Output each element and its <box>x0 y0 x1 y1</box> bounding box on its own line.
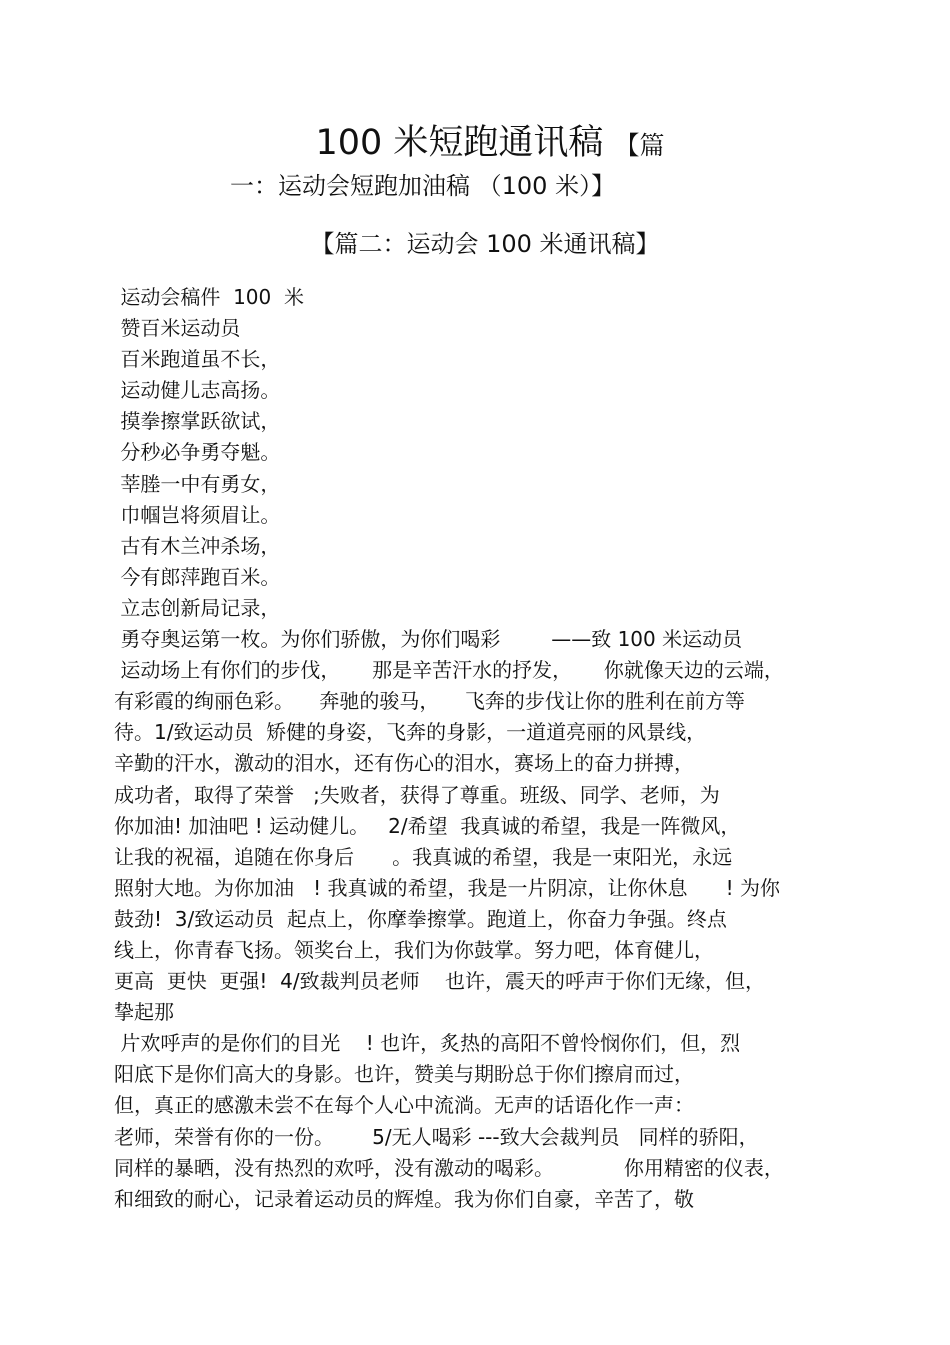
text-line: 运动会稿件 100 米 <box>114 285 304 309</box>
text-line: 百米跑道虽不长， <box>114 347 281 372</box>
text-line: 有彩霞的绚丽色彩。 奔驰的骏马， 飞奔的步伐让你的胜利在前方等 <box>114 689 745 714</box>
text-line: 阳底下是你们高大的身影。也许，赞美与期盼总于你们擦肩而过， <box>114 1062 694 1087</box>
text-line: 成功者，取得了荣誉 ;失败者，获得了尊重。班级、同学、老师，为 <box>114 782 720 807</box>
text-line: 待。1/致运动员 矫健的身姿，飞奔的身影，一道道亮丽的风景线， <box>114 720 707 745</box>
text-line: 运动场上有你们的步伐， 那是辛苦汗水的抒发， 你就像天边的云端， <box>114 658 784 683</box>
text-line: 摸拳擦掌跃欲试， <box>114 409 281 434</box>
text-line: 赞百米运动员 <box>114 316 241 341</box>
body-text <box>114 282 844 1215</box>
text-line: 更高 更快 更强! 4/致裁判员老师 也许，震天的呼声于你们无缘，但， <box>114 969 766 994</box>
text-line: 辛勤的汗水，激动的泪水，还有伤心的泪水，赛场上的奋力拼搏， <box>114 751 694 776</box>
document-title <box>0 118 950 171</box>
text-line: 古有木兰冲杀场， <box>114 533 281 558</box>
text-line: 挚起那 <box>114 1000 174 1025</box>
text-line: 让我的祝福，追随在你身后 。我真诚的希望，我是一束阳光，永远 <box>114 844 733 869</box>
text-line: 照射大地。为你加油 ! 我真诚的希望，我是一片阴凉，让你休息 ! 为你 <box>114 875 780 900</box>
title-main: 100 米短跑通讯稿 <box>315 123 604 163</box>
text-line: 你加油! 加油吧 ! 运动健儿。 2/希望 我真诚的希望，我是一阵微风， <box>114 813 741 838</box>
text-line: 勇夺奥运第一枚。为你们骄傲，为你们喝彩 ——致 100 米运动员 <box>114 627 743 652</box>
text-line: 今有郎萍跑百米。 <box>114 564 281 589</box>
text-line: 片欢呼声的是你们的目光 ! 也许，炙热的高阳不曾怜悯你们，但，烈 <box>114 1031 741 1056</box>
text-line: 鼓劲! 3/致运动员 起点上，你摩拳擦掌。跑道上，你奋力争强。终点 <box>114 906 727 931</box>
section-heading: 【篇二：运动会 100 米通讯稿】 <box>310 230 660 258</box>
text-line: 立志创新局记录， <box>114 595 281 620</box>
text-line: 同样的暴晒，没有热烈的欢呼，没有激动的喝彩。 你用精密的仪表， <box>114 1155 784 1180</box>
text-line: 线上，你青春飞扬。领奖台上，我们为你鼓掌。努力吧，体育健儿， <box>114 937 714 962</box>
title-tail: 【篇 <box>614 131 665 160</box>
text-line: 但，真正的感激未尝不在每个人心中流淌。无声的话语化作一声： <box>114 1093 694 1118</box>
text-line: 和细致的耐心，记录着运动员的辉煌。我为你们自豪，辛苦了，敬 <box>114 1186 694 1211</box>
text-line: 分秒必争勇夺魁。 <box>114 440 281 465</box>
text-line: 巾帼岂将须眉让。 <box>114 502 281 527</box>
document-title-continued: 一：运动会短跑加油稿 （100 米）】 <box>230 172 616 200</box>
text-line: 运动健儿志高扬。 <box>114 378 281 403</box>
text-line: 莘塍一中有勇女， <box>114 471 281 496</box>
text-line: 老师，荣誉有你的一份。 5/无人喝彩 ---致大会裁判员 同样的骄阳， <box>114 1124 759 1149</box>
